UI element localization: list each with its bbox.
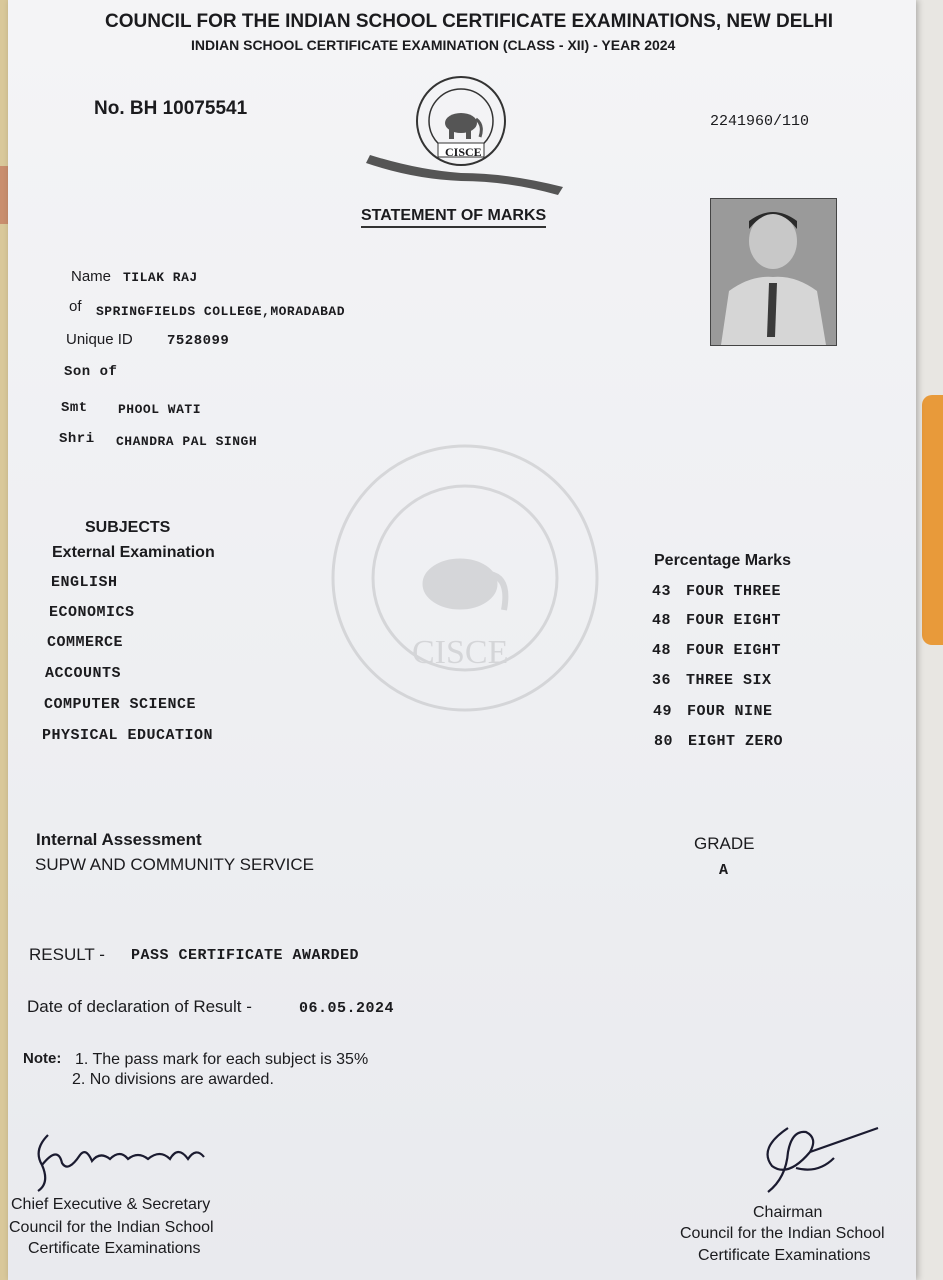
uid-label: Unique ID	[66, 331, 133, 348]
unique-id: 7528099	[167, 333, 230, 349]
subject-marks: 43	[652, 583, 672, 600]
note-label: Note:	[23, 1050, 62, 1067]
subject-marks: 36	[652, 672, 672, 689]
declaration-date: 06.05.2024	[299, 1000, 395, 1017]
candidate-name: TILAK RAJ	[123, 270, 198, 285]
right-signatory-title: Chairman	[753, 1204, 823, 1221]
subject-name: COMMERCE	[47, 634, 124, 651]
left-signatory-title: Chief Executive & Secretary	[11, 1196, 211, 1213]
chairman-signature-icon	[748, 1108, 888, 1198]
subject-marks-words: FOUR THREE	[686, 583, 782, 600]
percentage-marks-heading: Percentage Marks	[654, 552, 791, 569]
subject-name: PHYSICAL EDUCATION	[42, 727, 214, 744]
mother-name: PHOOL WATI	[118, 402, 202, 417]
subject-marks-words: THREE SIX	[686, 672, 772, 689]
external-exam-heading: External Examination	[52, 544, 215, 561]
mother-label: Smt	[61, 400, 88, 416]
of-label: of	[69, 298, 82, 315]
subject-marks: 80	[654, 733, 674, 750]
result-label: RESULT -	[29, 945, 105, 964]
note-item: 1. The pass mark for each subject is 35%	[75, 1051, 369, 1068]
logo-text: CISCE	[445, 145, 482, 159]
right-signatory-org2: Certificate Examinations	[698, 1247, 871, 1264]
svg-text:CISCE: CISCE	[412, 634, 509, 671]
father-label: Shri	[59, 431, 95, 447]
subject-name: ACCOUNTS	[45, 665, 122, 682]
subject-marks-words: FOUR NINE	[687, 703, 773, 720]
cisce-watermark-icon	[320, 438, 610, 718]
result-value: PASS CERTIFICATE AWARDED	[131, 947, 360, 964]
subject-marks-words: FOUR EIGHT	[686, 612, 782, 629]
left-signatory-org2: Certificate Examinations	[28, 1240, 201, 1257]
school-name: SPRINGFIELDS COLLEGE,MORADABAD	[96, 304, 346, 319]
name-label: Name	[71, 268, 112, 285]
orange-object-background	[922, 395, 943, 645]
chief-executive-signature-icon	[28, 1125, 218, 1195]
cisce-logo-icon	[358, 75, 573, 200]
left-signatory-org: Council for the Indian School	[9, 1219, 214, 1236]
grade-heading: GRADE	[694, 834, 755, 853]
subject-marks-words: EIGHT ZERO	[688, 733, 784, 750]
subject-marks: 49	[653, 703, 673, 720]
declaration-date-label: Date of declaration of Result -	[27, 997, 252, 1016]
marksheet-page	[8, 0, 916, 1280]
subject-name: ECONOMICS	[49, 604, 135, 621]
internal-assessment-heading: Internal Assessment	[36, 830, 202, 849]
subject-name: COMPUTER SCIENCE	[44, 696, 197, 713]
internal-subject: SUPW AND COMMUNITY SERVICE	[35, 855, 314, 874]
statement-title: STATEMENT OF MARKS	[361, 207, 546, 228]
right-signatory-org: Council for the Indian School	[680, 1225, 885, 1242]
council-title: COUNCIL FOR THE INDIAN SCHOOL CERTIFICATE EXAMINATIONS, NEW DELHI	[105, 11, 833, 32]
exam-title: INDIAN SCHOOL CERTIFICATE EXAMINATION (CLASS - XII) - YEAR 2024	[191, 37, 676, 53]
grade-value: A	[719, 862, 729, 879]
certificate-number: No. BH 10075541	[94, 98, 248, 119]
subject-name: ENGLISH	[51, 574, 118, 591]
subject-marks: 48	[652, 612, 672, 629]
subject-marks: 48	[652, 642, 672, 659]
note-item: 2. No divisions are awarded.	[72, 1071, 274, 1088]
reference-number: 2241960/110	[710, 113, 810, 130]
father-name: CHANDRA PAL SINGH	[116, 434, 258, 449]
subjects-heading: SUBJECTS	[85, 519, 171, 536]
candidate-photo	[710, 198, 837, 346]
subject-marks-words: FOUR EIGHT	[686, 642, 782, 659]
son-of-label: Son of	[64, 364, 118, 380]
